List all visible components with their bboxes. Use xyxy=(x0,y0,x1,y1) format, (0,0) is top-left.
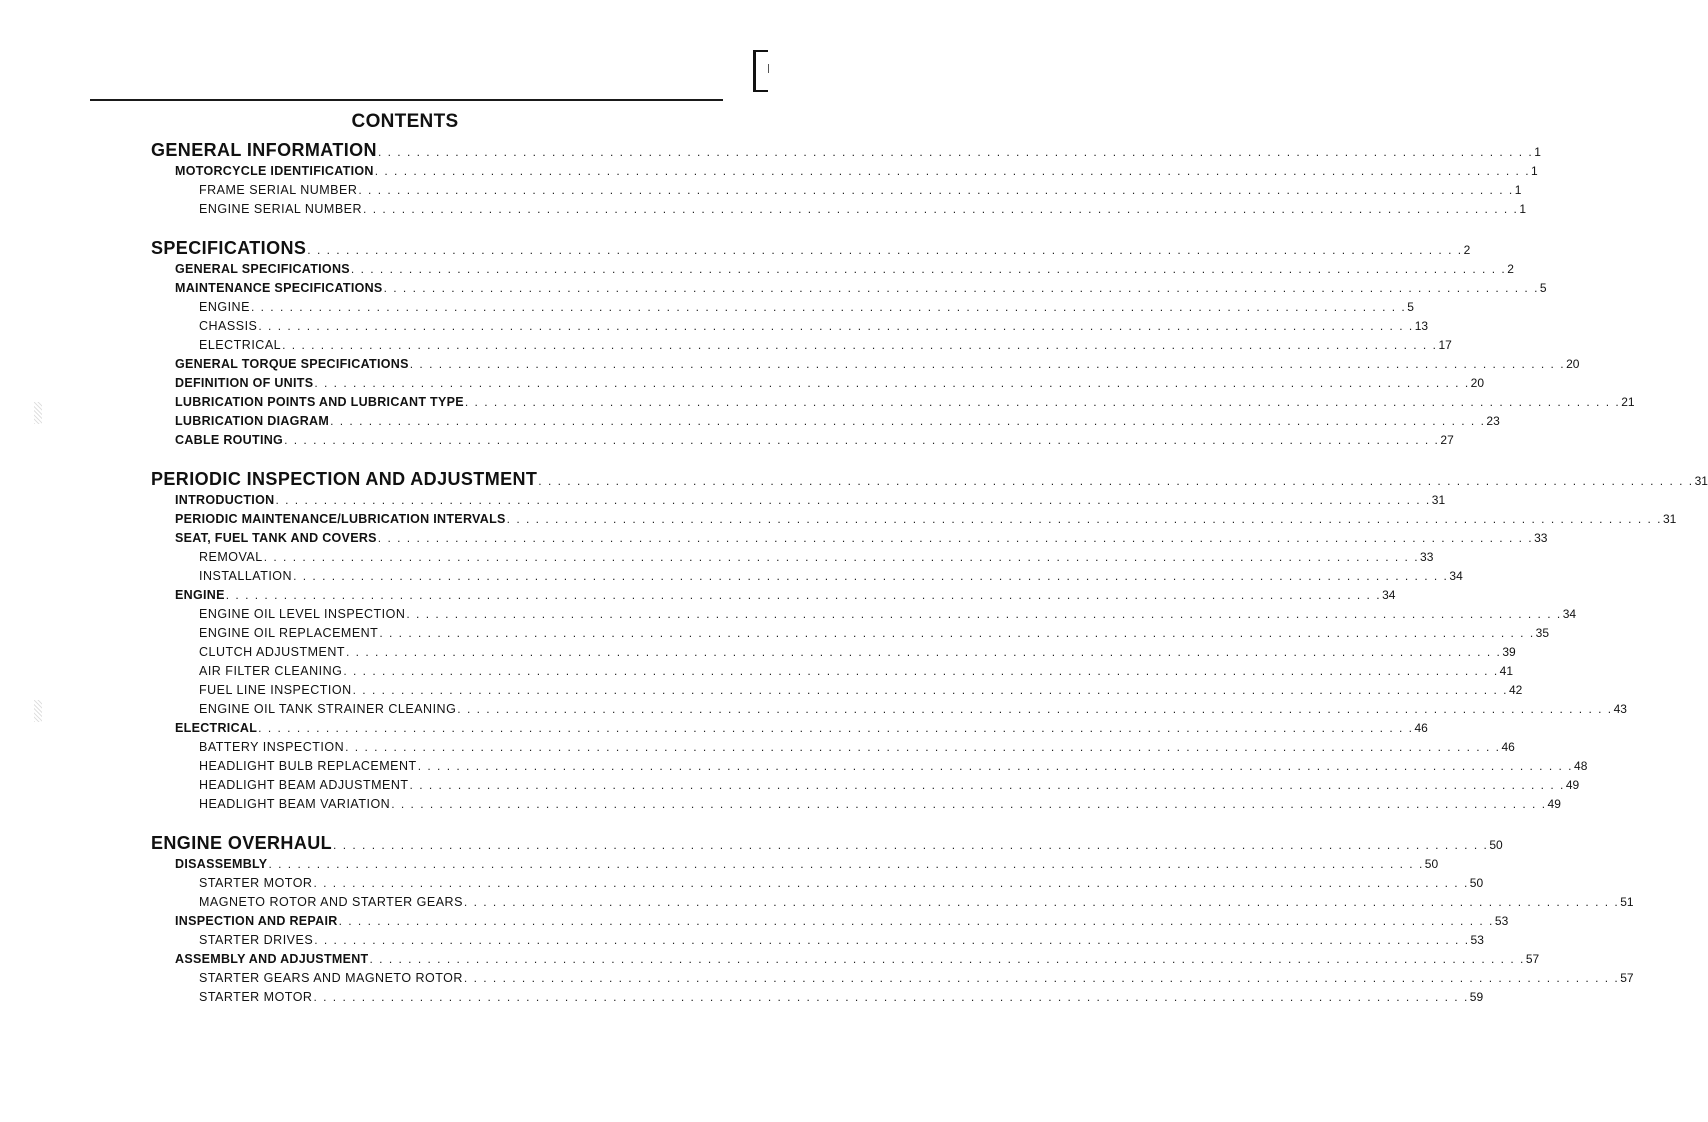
dot-leader: . . . . . . . . . . . . . . . . . . . . . . . . . . . . . . . . . . . . . . . . . . . . . . . . . . . . . . . . . . . . . . . . . . . . . . . . . . . . . . . . . . . . . . . . . . . . . . . . . . . . . . . . . . . . . . . . . . . . . . . . xyxy=(464,395,1621,409)
page-number: 34 xyxy=(1449,569,1463,583)
toc-subheading-label: SEAT, FUEL TANK AND COVERS xyxy=(175,531,377,545)
page-number: 48 xyxy=(1574,759,1588,773)
toc-subheading-label: GENERAL TORQUE SPECIFICATIONS xyxy=(175,357,409,371)
dot-leader: . . . . . . . . . . . . . . . . . . . . . . . . . . . . . . . . . . . . . . . . . . . . . . . . . . . . . . . . . . . . . . . . . . . . . . . . . . . . . . . . . . . . . . . . . . . . . . . . . . . . . . . . . . . . . . . . . . . . . . . . xyxy=(343,664,1499,678)
toc-section xyxy=(151,468,1708,814)
toc-item xyxy=(151,567,1463,586)
toc-item-label: ENGINE OIL TANK STRAINER CLEANING xyxy=(199,702,457,716)
toc-section xyxy=(151,832,1634,1007)
toc-item-label: ENGINE OIL REPLACEMENT xyxy=(199,626,379,640)
dot-leader: . . . . . . . . . . . . . . . . . . . . . . . . . . . . . . . . . . . . . . . . . . . . . . . . . . . . . . . . . . . . . . . . . . . . . . . . . . . . . . . . . . . . . . . . . . . . . . . . . . . . . . . . . . . . . . . . . . . . . . . . xyxy=(314,376,1470,390)
toc-item-label: STARTER GEARS AND MAGNETO ROTOR xyxy=(199,971,463,985)
dot-leader: . . . . . . . . . . . . . . . . . . . . . . . . . . . . . . . . . . . . . . . . . . . . . . . . . . . . . . . . . . . . . . . . . . . . . . . . . . . . . . . . . . . . . . . . . . . . . . . . . . . . . . . . . . . . . . . . . . . . . . . . xyxy=(406,607,1562,621)
page-number: 46 xyxy=(1501,740,1515,754)
toc-subheading xyxy=(151,279,1547,298)
scan-artifact xyxy=(34,700,42,722)
toc-item-label: HEADLIGHT BULB REPLACEMENT xyxy=(199,759,417,773)
dot-leader: . . . . . . . . . . . . . . . . . . . . . . . . . . . . . . . . . . . . . . . . . . . . . . . . . . . . . . . . . . . . . . . . . . . . . . . . . . . . . . . . . . . . . . . . . . . . . . . . . . . . . . . . . . . . . . . . . . . . . . . . xyxy=(358,183,1514,197)
dot-leader: . . . . . . . . . . . . . . . . . . . . . . . . . . . . . . . . . . . . . . . . . . . . . . . . . . . . . . . . . . . . . . . . . . . . . . . . . . . . . . . . . . . . . . . . . . . . . . . . . . . . . . . . . . . . . . . . . . . . . . . . xyxy=(377,145,1534,159)
toc-item xyxy=(151,893,1634,912)
toc-item-label: HEADLIGHT BEAM ADJUSTMENT xyxy=(199,778,409,792)
dot-leader: . . . . . . . . . . . . . . . . . . . . . . . . . . . . . . . . . . . . . . . . . . . . . . . . . . . . . . . . . . . . . . . . . . . . . . . . . . . . . . . . . . . . . . . . . . . . . . . . . . . . . . . . . . . . . . . . . . . . . . . . xyxy=(409,357,1566,371)
toc-item xyxy=(151,681,1523,700)
dot-leader: . . . . . . . . . . . . . . . . . . . . . . . . . . . . . . . . . . . . . . . . . . . . . . . . . . . . . . . . . . . . . . . . . . . . . . . . . . . . . . . . . . . . . . . . . . . . . . . . . . . . . . . . . . . . . . . . . . . . . . . . xyxy=(307,243,1463,257)
toc-item xyxy=(151,931,1484,950)
toc-item xyxy=(151,200,1527,219)
toc-item xyxy=(151,662,1514,681)
page-number: 33 xyxy=(1420,550,1434,564)
toc-item-label: STARTER MOTOR xyxy=(199,876,313,890)
page-number: 46 xyxy=(1414,721,1428,735)
page-number: 1 xyxy=(1531,164,1538,178)
section-page-number: 2 xyxy=(1463,243,1471,257)
page-number: 1 xyxy=(1514,183,1522,197)
toc-item-label: CHASSIS xyxy=(199,319,258,333)
dot-leader: . . . . . . . . . . . . . . . . . . . . . . . . . . . . . . . . . . . . . . . . . . . . . . . . . . . . . . . . . . . . . . . . . . . . . . . . . . . . . . . . . . . . . . . . . . . . . . . . . . . . . . . . . . . . . . . . . . . . . . . . xyxy=(409,778,1565,792)
page-number: 43 xyxy=(1613,702,1627,716)
section-heading-label: ENGINE OVERHAUL xyxy=(151,833,333,853)
dot-leader: . . . . . . . . . . . . . . . . . . . . . . . . . . . . . . . . . . . . . . . . . . . . . . . . . . . . . . . . . . . . . . . . . . . . . . . . . . . . . . . . . . . . . . . . . . . . . . . . . . . . . . . . . . . . . . . . . . . . . . . . xyxy=(313,990,1469,1004)
toc-item-label: ENGINE SERIAL NUMBER xyxy=(199,202,363,216)
page-number: 34 xyxy=(1382,588,1396,602)
section-heading-label: SPECIFICATIONS xyxy=(151,238,307,258)
toc-item xyxy=(151,795,1561,814)
toc-item xyxy=(151,700,1627,719)
dot-leader: . . . . . . . . . . . . . . . . . . . . . . . . . . . . . . . . . . . . . . . . . . . . . . . . . . . . . . . . . . . . . . . . . . . . . . . . . . . . . . . . . . . . . . . . . . . . . . . . . . . . . . . . . . . . . . . . . . . . . . . . xyxy=(338,914,1494,928)
toc-subheading-label: ELECTRICAL xyxy=(175,721,258,735)
toc-item xyxy=(151,298,1414,317)
toc-subheading xyxy=(151,510,1677,529)
toc-subheading-label: ENGINE xyxy=(175,588,225,602)
section-heading-label: PERIODIC INSPECTION AND ADJUSTMENT xyxy=(151,469,538,489)
page-number: 2 xyxy=(1507,262,1514,276)
toc-item-label: INSTALLATION xyxy=(199,569,293,583)
dot-leader: . . . . . . . . . . . . . . . . . . . . . . . . . . . . . . . . . . . . . . . . . . . . . . . . . . . . . . . . . . . . . . . . . . . . . . . . . . . . . . . . . . . . . . . . . . . . . . . . . . . . . . . . . . . . . . . . . . . . . . . . xyxy=(369,952,1525,966)
page-number: 17 xyxy=(1438,338,1452,352)
dot-leader: . . . . . . . . . . . . . . . . . . . . . . . . . . . . . . . . . . . . . . . . . . . . . . . . . . . . . . . . . . . . . . . . . . . . . . . . . . . . . . . . . . . . . . . . . . . . . . . . . . . . . . . . . . . . . . . . . . . . . . . . xyxy=(506,512,1662,526)
page-number: 39 xyxy=(1502,645,1516,659)
page-number: 50 xyxy=(1424,857,1439,871)
toc-subheading xyxy=(151,412,1500,431)
section-heading-label: GENERAL INFORMATION xyxy=(151,140,377,160)
page-number: 21 xyxy=(1621,395,1635,409)
page-number: 5 xyxy=(1407,300,1414,314)
page-number: 5 xyxy=(1539,281,1547,295)
toc-subheading-label: ASSEMBLY AND ADJUSTMENT xyxy=(175,952,369,966)
toc-item xyxy=(151,605,1577,624)
page-number: 51 xyxy=(1620,895,1634,909)
table-of-contents xyxy=(151,139,1708,1007)
page-number: 1 xyxy=(1519,202,1527,216)
page-number: 41 xyxy=(1499,664,1514,678)
dot-leader: . . . . . . . . . . . . . . . . . . . . . . . . . . . . . . . . . . . . . . . . . . . . . . . . . . . . . . . . . . . . . . . . . . . . . . . . . . . . . . . . . . . . . . . . . . . . . . . . . . . . . . . . . . . . . . . . . . . . . . . . xyxy=(263,550,1420,564)
toc-subheading-label: INTRODUCTION xyxy=(175,493,275,507)
dot-leader: . . . . . . . . . . . . . . . . . . . . . . . . . . . . . . . . . . . . . . . . . . . . . . . . . . . . . . . . . . . . . . . . . . . . . . . . . . . . . . . . . . . . . . . . . . . . . . . . . . . . . . . . . . . . . . . . . . . . . . . . xyxy=(379,626,1535,640)
toc-item xyxy=(151,643,1516,662)
toc-subheading-label: LUBRICATION DIAGRAM xyxy=(175,414,330,428)
toc-subheading-label: GENERAL SPECIFICATIONS xyxy=(175,262,350,276)
toc-item xyxy=(151,757,1588,776)
page-number: 20 xyxy=(1470,376,1485,390)
toc-subheading xyxy=(151,586,1396,605)
toc-subheading xyxy=(151,374,1485,393)
section-page-number: 50 xyxy=(1489,838,1503,852)
dot-leader: . . . . . . . . . . . . . . . . . . . . . . . . . . . . . . . . . . . . . . . . . . . . . . . . . . . . . . . . . . . . . . . . . . . . . . . . . . . . . . . . . . . . . . . . . . . . . . . . . . . . . . . . . . . . . . . . . . . . . . . . xyxy=(363,202,1519,216)
toc-subheading xyxy=(151,719,1428,738)
toc-item xyxy=(151,738,1515,757)
section-page-number: 1 xyxy=(1534,145,1541,159)
toc-subheading xyxy=(151,260,1514,279)
page-number: 35 xyxy=(1535,626,1550,640)
page-number: 42 xyxy=(1508,683,1523,697)
toc-subheading-label: CABLE ROUTING xyxy=(175,433,284,447)
section-heading xyxy=(151,139,1541,162)
page-number: 20 xyxy=(1566,357,1580,371)
dot-leader: . . . . . . . . . . . . . . . . . . . . . . . . . . . . . . . . . . . . . . . . . . . . . . . . . . . . . . . . . . . . . . . . . . . . . . . . . . . . . . . . . . . . . . . . . . . . . . . . . . . . . . . . . . . . . . . . . . . . . . . . xyxy=(377,531,1534,545)
dot-leader: . . . . . . . . . . . . . . . . . . . . . . . . . . . . . . . . . . . . . . . . . . . . . . . . . . . . . . . . . . . . . . . . . . . . . . . . . . . . . . . . . . . . . . . . . . . . . . . . . . . . . . . . . . . . . . . . . . . . . . . . xyxy=(457,702,1613,716)
page-number: 57 xyxy=(1620,971,1634,985)
toc-subheading-label: INSPECTION AND REPAIR xyxy=(175,914,338,928)
toc-subheading xyxy=(151,355,1580,374)
dot-leader: . . . . . . . . . . . . . . . . . . . . . . . . . . . . . . . . . . . . . . . . . . . . . . . . . . . . . . . . . . . . . . . . . . . . . . . . . . . . . . . . . . . . . . . . . . . . . . . . . . . . . . . . . . . . . . . . . . . . . . . . xyxy=(313,876,1469,890)
toc-subheading xyxy=(151,393,1635,412)
dot-leader: . . . . . . . . . . . . . . . . . . . . . . . . . . . . . . . . . . . . . . . . . . . . . . . . . . . . . . . . . . . . . . . . . . . . . . . . . . . . . . . . . . . . . . . . . . . . . . . . . . . . . . . . . . . . . . . . . . . . . . . . xyxy=(463,895,1620,909)
toc-subheading xyxy=(151,431,1454,450)
dot-leader: . . . . . . . . . . . . . . . . . . . . . . . . . . . . . . . . . . . . . . . . . . . . . . . . . . . . . . . . . . . . . . . . . . . . . . . . . . . . . . . . . . . . . . . . . . . . . . . . . . . . . . . . . . . . . . . . . . . . . . . . xyxy=(538,474,1694,488)
toc-item-label: MAGNETO ROTOR AND STARTER GEARS xyxy=(199,895,463,909)
scan-artifact xyxy=(34,402,42,424)
page-number: 49 xyxy=(1547,797,1561,811)
dot-leader: . . . . . . . . . . . . . . . . . . . . . . . . . . . . . . . . . . . . . . . . . . . . . . . . . . . . . . . . . . . . . . . . . . . . . . . . . . . . . . . . . . . . . . . . . . . . . . . . . . . . . . . . . . . . . . . . . . . . . . . . xyxy=(417,759,1574,773)
toc-item xyxy=(151,624,1550,643)
section-heading xyxy=(151,237,1471,260)
toc-subheading xyxy=(151,912,1509,931)
toc-item-label: ELECTRICAL xyxy=(199,338,282,352)
toc-subheading xyxy=(151,491,1446,510)
page-number: 53 xyxy=(1494,914,1509,928)
page-number: 27 xyxy=(1440,433,1454,447)
dot-leader: . . . . . . . . . . . . . . . . . . . . . . . . . . . . . . . . . . . . . . . . . . . . . . . . . . . . . . . . . . . . . . . . . . . . . . . . . . . . . . . . . . . . . . . . . . . . . . . . . . . . . . . . . . . . . . . . . . . . . . . . xyxy=(350,262,1507,276)
page-number: 49 xyxy=(1565,778,1580,792)
header-rule xyxy=(90,99,723,101)
section-heading xyxy=(151,468,1708,491)
toc-item-label: ENGINE xyxy=(199,300,250,314)
dot-leader: . . . . . . . . . . . . . . . . . . . . . . . . . . . . . . . . . . . . . . . . . . . . . . . . . . . . . . . . . . . . . . . . . . . . . . . . . . . . . . . . . . . . . . . . . . . . . . . . . . . . . . . . . . . . . . . . . . . . . . . . xyxy=(268,857,1424,871)
toc-item xyxy=(151,317,1429,336)
toc-item-label: STARTER MOTOR xyxy=(199,990,313,1004)
toc-item-label: REMOVAL xyxy=(199,550,263,564)
toc-item xyxy=(151,548,1434,567)
toc-item-label: BATTERY INSPECTION xyxy=(199,740,345,754)
section-heading xyxy=(151,832,1503,855)
page-number: 23 xyxy=(1486,414,1500,428)
dot-leader: . . . . . . . . . . . . . . . . . . . . . . . . . . . . . . . . . . . . . . . . . . . . . . . . . . . . . . . . . . . . . . . . . . . . . . . . . . . . . . . . . . . . . . . . . . . . . . . . . . . . . . . . . . . . . . . . . . . . . . . . xyxy=(346,645,1502,659)
toc-item-label: ENGINE OIL LEVEL INSPECTION xyxy=(199,607,406,621)
dot-leader: . . . . . . . . . . . . . . . . . . . . . . . . . . . . . . . . . . . . . . . . . . . . . . . . . . . . . . . . . . . . . . . . . . . . . . . . . . . . . . . . . . . . . . . . . . . . . . . . . . . . . . . . . . . . . . . . . . . . . . . . xyxy=(330,414,1486,428)
page-number: 53 xyxy=(1470,933,1484,947)
toc-item xyxy=(151,988,1484,1007)
toc-subheading-label: LUBRICATION POINTS AND LUBRICANT TYPE xyxy=(175,395,464,409)
dot-leader: . . . . . . . . . . . . . . . . . . . . . . . . . . . . . . . . . . . . . . . . . . . . . . . . . . . . . . . . . . . . . . . . . . . . . . . . . . . . . . . . . . . . . . . . . . . . . . . . . . . . . . . . . . . . . . . . . . . . . . . . xyxy=(275,493,1431,507)
toc-section xyxy=(151,237,1635,450)
dot-leader: . . . . . . . . . . . . . . . . . . . . . . . . . . . . . . . . . . . . . . . . . . . . . . . . . . . . . . . . . . . . . . . . . . . . . . . . . . . . . . . . . . . . . . . . . . . . . . . . . . . . . . . . . . . . . . . . . . . . . . . . xyxy=(258,721,1414,735)
toc-item xyxy=(151,874,1484,893)
dot-leader: . . . . . . . . . . . . . . . . . . . . . . . . . . . . . . . . . . . . . . . . . . . . . . . . . . . . . . . . . . . . . . . . . . . . . . . . . . . . . . . . . . . . . . . . . . . . . . . . . . . . . . . . . . . . . . . . . . . . . . . . xyxy=(258,319,1414,333)
toc-subheading-label: DEFINITION OF UNITS xyxy=(175,376,314,390)
toc-subheading-label: PERIODIC MAINTENANCE/LUBRICATION INTERVALS xyxy=(175,512,506,526)
page-title: CONTENTS xyxy=(351,111,459,132)
toc-subheading xyxy=(151,529,1548,548)
toc-subheading xyxy=(151,950,1540,969)
page-number: 34 xyxy=(1562,607,1577,621)
page-number: 50 xyxy=(1469,876,1484,890)
section-tab-marker xyxy=(753,50,768,92)
dot-leader: . . . . . . . . . . . . . . . . . . . . . . . . . . . . . . . . . . . . . . . . . . . . . . . . . . . . . . . . . . . . . . . . . . . . . . . . . . . . . . . . . . . . . . . . . . . . . . . . . . . . . . . . . . . . . . . . . . . . . . . . xyxy=(293,569,1449,583)
toc-item xyxy=(151,776,1580,795)
toc-item xyxy=(151,336,1452,355)
toc-item-label: STARTER DRIVES xyxy=(199,933,314,947)
toc-subheading xyxy=(151,162,1538,181)
dot-leader: . . . . . . . . . . . . . . . . . . . . . . . . . . . . . . . . . . . . . . . . . . . . . . . . . . . . . . . . . . . . . . . . . . . . . . . . . . . . . . . . . . . . . . . . . . . . . . . . . . . . . . . . . . . . . . . . . . . . . . . . xyxy=(345,740,1501,754)
dot-leader: . . . . . . . . . . . . . . . . . . . . . . . . . . . . . . . . . . . . . . . . . . . . . . . . . . . . . . . . . . . . . . . . . . . . . . . . . . . . . . . . . . . . . . . . . . . . . . . . . . . . . . . . . . . . . . . . . . . . . . . . xyxy=(225,588,1382,602)
dot-leader: . . . . . . . . . . . . . . . . . . . . . . . . . . . . . . . . . . . . . . . . . . . . . . . . . . . . . . . . . . . . . . . . . . . . . . . . . . . . . . . . . . . . . . . . . . . . . . . . . . . . . . . . . . . . . . . . . . . . . . . . xyxy=(383,281,1539,295)
toc-item-label: CLUTCH ADJUSTMENT xyxy=(199,645,346,659)
dot-leader: . . . . . . . . . . . . . . . . . . . . . . . . . . . . . . . . . . . . . . . . . . . . . . . . . . . . . . . . . . . . . . . . . . . . . . . . . . . . . . . . . . . . . . . . . . . . . . . . . . . . . . . . . . . . . . . . . . . . . . . . xyxy=(463,971,1620,985)
dot-leader: . . . . . . . . . . . . . . . . . . . . . . . . . . . . . . . . . . . . . . . . . . . . . . . . . . . . . . . . . . . . . . . . . . . . . . . . . . . . . . . . . . . . . . . . . . . . . . . . . . . . . . . . . . . . . . . . . . . . . . . . xyxy=(333,838,1489,852)
dot-leader: . . . . . . . . . . . . . . . . . . . . . . . . . . . . . . . . . . . . . . . . . . . . . . . . . . . . . . . . . . . . . . . . . . . . . . . . . . . . . . . . . . . . . . . . . . . . . . . . . . . . . . . . . . . . . . . . . . . . . . . . xyxy=(391,797,1547,811)
dot-leader: . . . . . . . . . . . . . . . . . . . . . . . . . . . . . . . . . . . . . . . . . . . . . . . . . . . . . . . . . . . . . . . . . . . . . . . . . . . . . . . . . . . . . . . . . . . . . . . . . . . . . . . . . . . . . . . . . . . . . . . . xyxy=(352,683,1508,697)
toc-item xyxy=(151,969,1634,988)
dot-leader: . . . . . . . . . . . . . . . . . . . . . . . . . . . . . . . . . . . . . . . . . . . . . . . . . . . . . . . . . . . . . . . . . . . . . . . . . . . . . . . . . . . . . . . . . . . . . . . . . . . . . . . . . . . . . . . . . . . . . . . . xyxy=(282,338,1438,352)
page-number: 59 xyxy=(1469,990,1484,1004)
toc-item xyxy=(151,181,1522,200)
section-page-number: 31 xyxy=(1694,474,1708,488)
toc-section xyxy=(151,139,1541,219)
toc-item-label: AIR FILTER CLEANING xyxy=(199,664,343,678)
dot-leader: . . . . . . . . . . . . . . . . . . . . . . . . . . . . . . . . . . . . . . . . . . . . . . . . . . . . . . . . . . . . . . . . . . . . . . . . . . . . . . . . . . . . . . . . . . . . . . . . . . . . . . . . . . . . . . . . . . . . . . . . xyxy=(250,300,1407,314)
toc-subheading-label: DISASSEMBLY xyxy=(175,857,268,871)
toc-item-label: FUEL LINE INSPECTION xyxy=(199,683,352,697)
toc-subheading-label: MAINTENANCE SPECIFICATIONS xyxy=(175,281,383,295)
page-number: 33 xyxy=(1534,531,1548,545)
dot-leader: . . . . . . . . . . . . . . . . . . . . . . . . . . . . . . . . . . . . . . . . . . . . . . . . . . . . . . . . . . . . . . . . . . . . . . . . . . . . . . . . . . . . . . . . . . . . . . . . . . . . . . . . . . . . . . . . . . . . . . . . xyxy=(284,433,1440,447)
toc-item-label: HEADLIGHT BEAM VARIATION xyxy=(199,797,391,811)
page-number: 31 xyxy=(1431,493,1446,507)
toc-subheading xyxy=(151,855,1439,874)
page-number: 31 xyxy=(1663,512,1677,526)
dot-leader: . . . . . . . . . . . . . . . . . . . . . . . . . . . . . . . . . . . . . . . . . . . . . . . . . . . . . . . . . . . . . . . . . . . . . . . . . . . . . . . . . . . . . . . . . . . . . . . . . . . . . . . . . . . . . . . . . . . . . . . . xyxy=(314,933,1470,947)
page-number: 13 xyxy=(1414,319,1429,333)
toc-item-label: FRAME SERIAL NUMBER xyxy=(199,183,358,197)
page-number: 57 xyxy=(1525,952,1540,966)
dot-leader: . . . . . . . . . . . . . . . . . . . . . . . . . . . . . . . . . . . . . . . . . . . . . . . . . . . . . . . . . . . . . . . . . . . . . . . . . . . . . . . . . . . . . . . . . . . . . . . . . . . . . . . . . . . . . . . . . . . . . . . . xyxy=(374,164,1531,178)
toc-subheading-label: MOTORCYCLE IDENTIFICATION xyxy=(175,164,374,178)
